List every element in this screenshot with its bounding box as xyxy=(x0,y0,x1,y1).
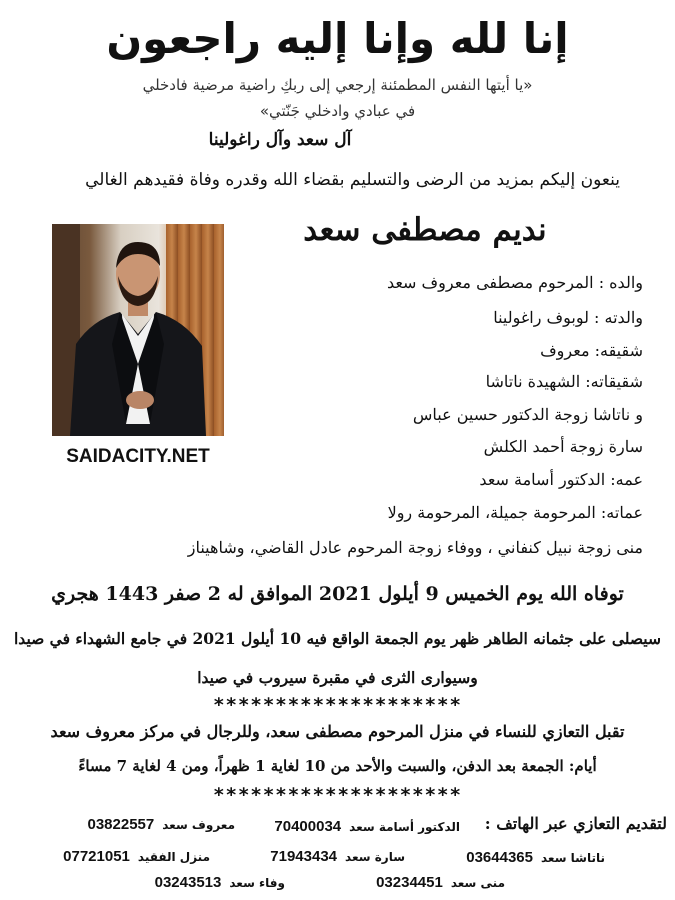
contact-entry xyxy=(63,848,210,865)
contact-name: معروف سعد xyxy=(162,818,235,832)
relative-line: والده : المرحوم مصطفى معروف سعد xyxy=(386,273,643,292)
condolences-line-2: أيام: الجمعة بعد الدفن، والسبت والأحد من 10 لغاية 1 ظهراً، ومن 4 لغاية 7 مساءً xyxy=(78,757,597,775)
verse-line-2: في عبادي وادخلي جَنّتي» xyxy=(259,102,416,120)
contact-name: منى سعد xyxy=(450,876,505,890)
relative-line: و ناتاشا زوجة الدكتور حسين عباس xyxy=(412,405,643,424)
contact-entry xyxy=(270,848,405,865)
contact-entry xyxy=(274,818,460,835)
page-title: إنا لله وإنا إليه راجعون xyxy=(106,14,569,63)
contact-number: 70400034 xyxy=(274,818,342,835)
prayer-line-2: وسيوارى الثرى في مقبرة سيروب في صيدا xyxy=(197,668,478,687)
relative-line: سارة زوجة أحمد الكلش xyxy=(483,437,643,456)
star-divider: ******************** xyxy=(213,784,462,806)
contact-name: وفاء سعد xyxy=(229,876,285,890)
contact-number: 03822557 xyxy=(87,816,155,833)
relative-line: شقيقه: معروف xyxy=(540,341,643,360)
prayer-line-1: سيصلى على جثمانه الطاهر ظهر يوم الجمعة الواقع فيه 10 أيلول 2021 في جامع الشهداء في صيدا xyxy=(14,629,661,648)
condolences-line-1: تقبل التعازي للنساء في منزل المرحوم مصطفى سعد، وللرجال في مركز معروف سعد xyxy=(50,722,625,741)
contact-number: 03234451 xyxy=(376,874,443,891)
contact-number: 03644365 xyxy=(466,849,533,866)
relative-line: شقيقاته: الشهيدة ناتاشا xyxy=(485,372,643,391)
deceased-name: نديم مصطفى سعد xyxy=(303,212,547,248)
contact-entry xyxy=(155,874,285,891)
contact-number: 03243513 xyxy=(154,874,222,891)
contact-entry xyxy=(88,816,236,833)
star-divider: ******************** xyxy=(213,694,462,716)
contact-entry xyxy=(376,874,505,891)
contact-name: سارة سعد xyxy=(345,850,405,864)
relative-line: منى زوجة نبيل كنفاني ، ووفاء زوجة المرحوم عادل القاضي، وشاهيناز xyxy=(187,538,643,557)
deceased-photo xyxy=(52,224,224,436)
phone-section-title: لتقديم التعازي عبر الهاتف : xyxy=(484,814,667,833)
relative-line: والدته : لوبوف راغولينا xyxy=(493,308,643,327)
site-label: SAIDACITY.NET xyxy=(66,446,210,467)
contact-number: 71943434 xyxy=(270,848,338,865)
contact-name: ناتاشا سعد xyxy=(540,851,605,865)
relative-line: عماته: المرحومة جميلة، المرحومة رولا xyxy=(387,503,643,522)
announcement-text: ينعون إليكم بمزيد من الرضى والتسليم بقضاء الله وقدره وفاة فقيدهم الغالي xyxy=(85,170,620,190)
contact-entry xyxy=(466,849,605,866)
death-date: توفاه الله يوم الخميس 9 أيلول 2021 الموافق له 2 صفر 1443 هجري xyxy=(51,583,624,605)
families-line: آل سعد وآل راغولينا xyxy=(208,130,352,150)
relative-line: عمه: الدكتور أسامة سعد xyxy=(479,470,643,489)
contact-name: منزل الفقيد xyxy=(137,850,210,864)
verse-line-1: «يا أيتها النفس المطمئنة إرجعي إلى ربكِ راضية مرضية فادخلي xyxy=(142,76,533,94)
contact-number: 07721051 xyxy=(63,848,130,865)
contact-name: الدكتور أسامة سعد xyxy=(349,820,460,834)
